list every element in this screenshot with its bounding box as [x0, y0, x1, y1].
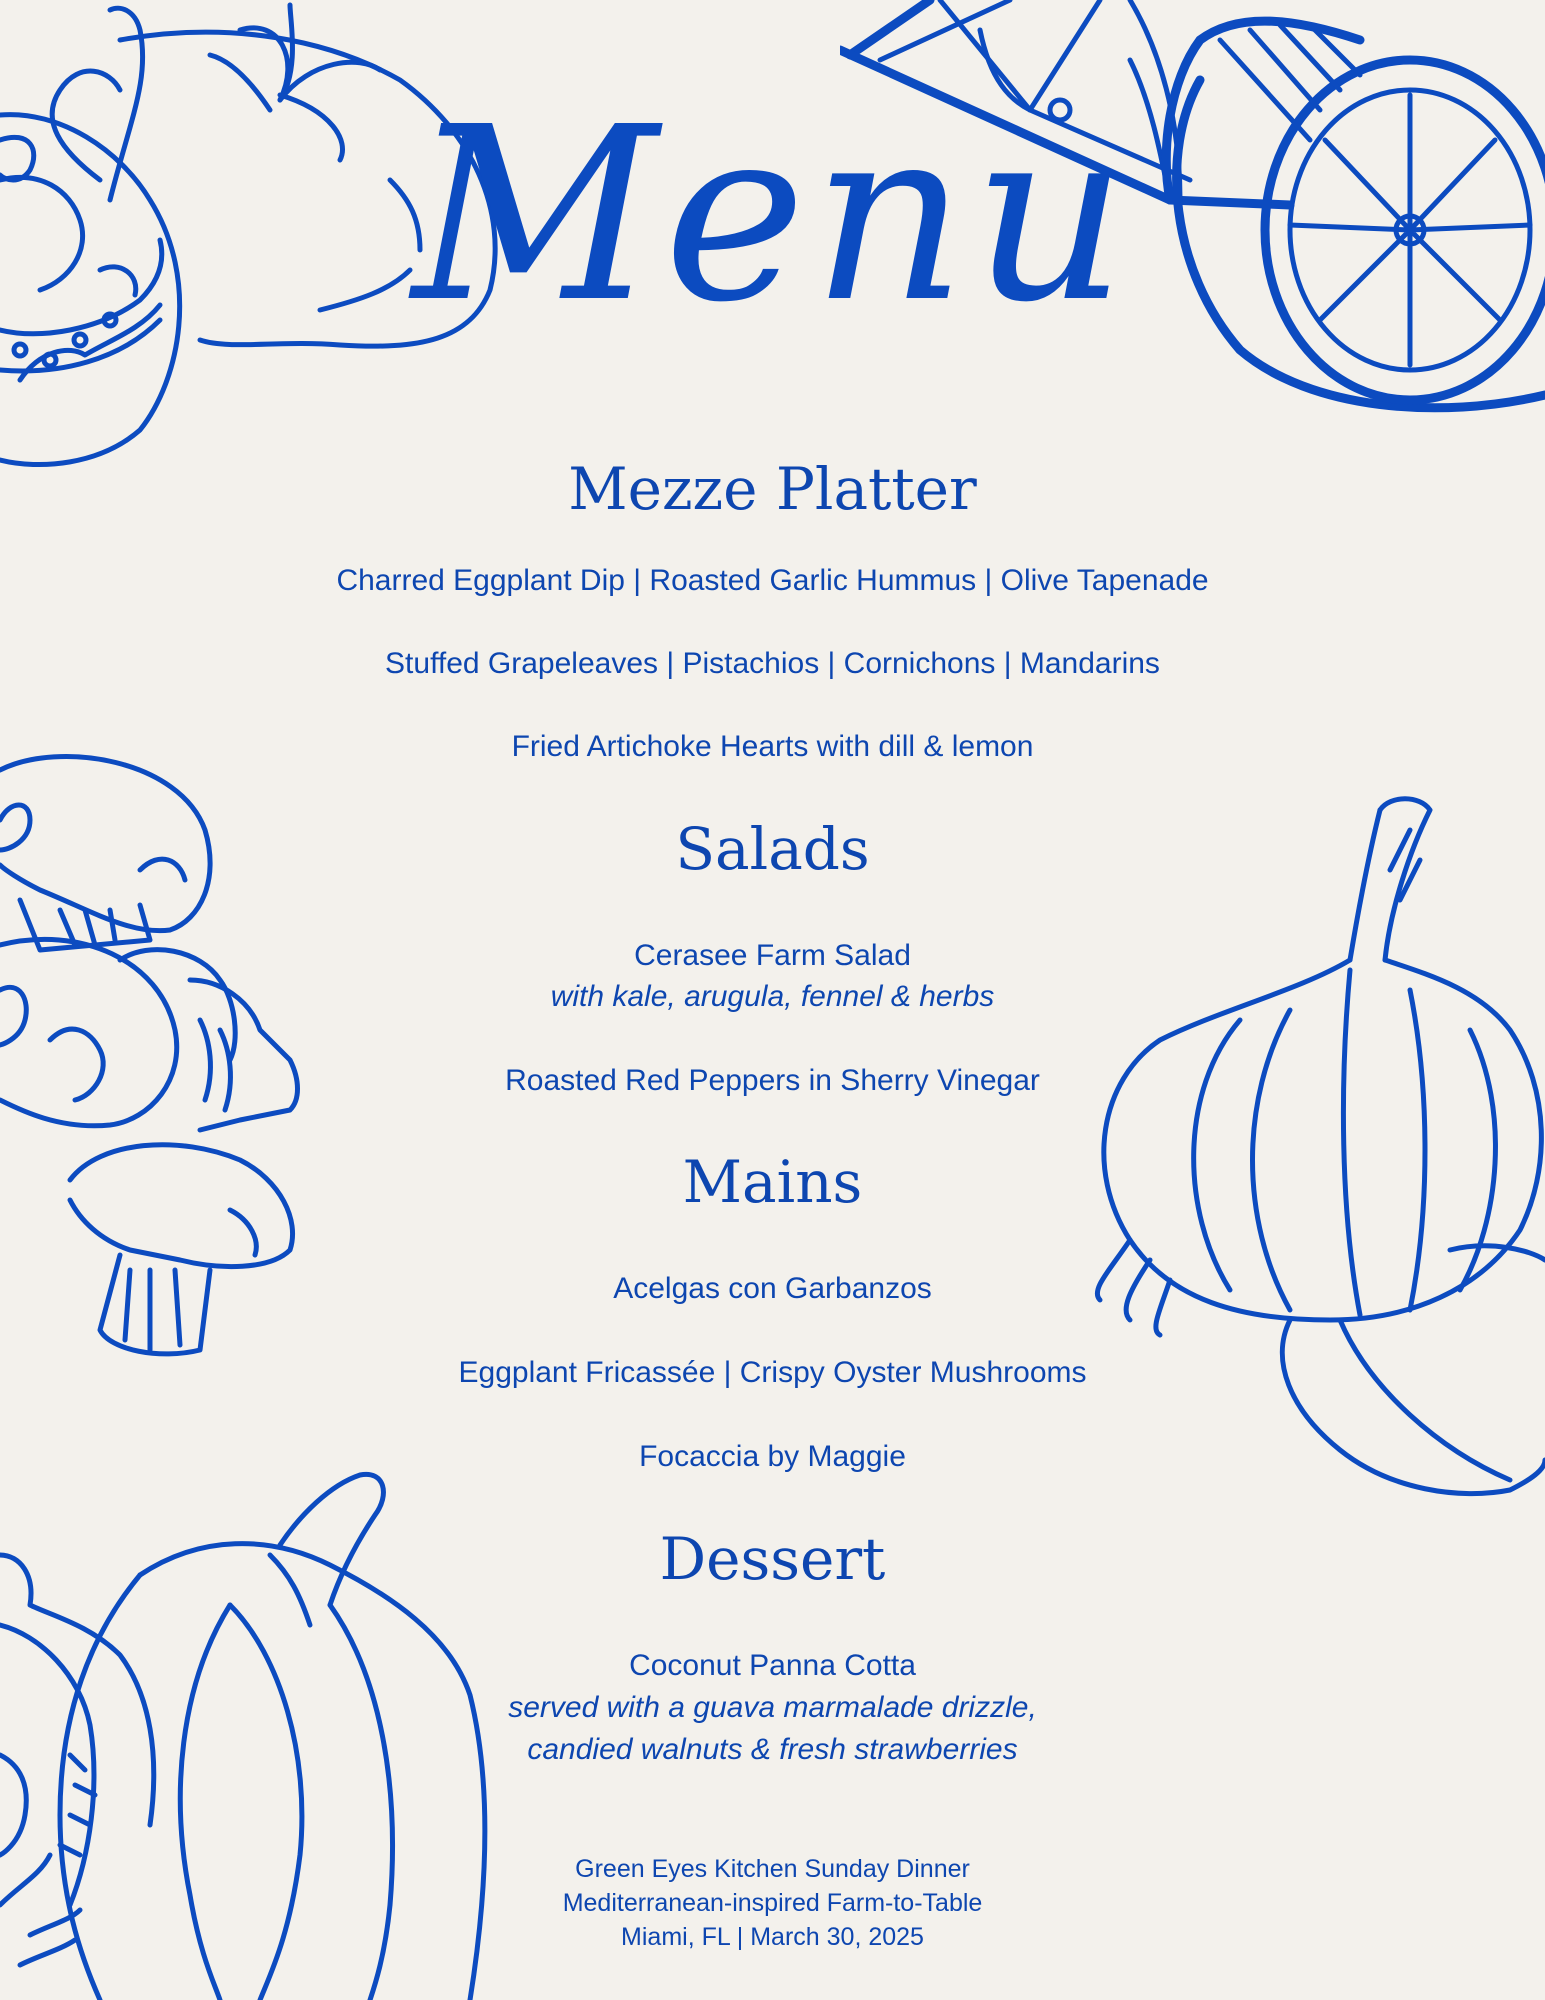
menu-item: Charred Eggplant Dip | Roasted Garlic Hummus | Olive Tapenade	[336, 564, 1209, 597]
section-heading-dessert: Dessert	[659, 1525, 886, 1593]
footer-line: Mediterranean-inspired Farm-to-Table	[562, 1889, 983, 1917]
footer-line: Green Eyes Kitchen Sunday Dinner	[575, 1855, 970, 1883]
menu-item: Roasted Red Peppers in Sherry Vinegar	[505, 1064, 1040, 1097]
section-heading-salads: Salads	[675, 815, 870, 883]
menu-title: Menu	[412, 75, 1133, 355]
menu-item: Eggplant Fricassée | Crispy Oyster Mushrooms	[458, 1356, 1087, 1389]
menu-item: Focaccia by Maggie	[639, 1440, 906, 1473]
menu-item-note: candied walnuts & fresh strawberries	[527, 1733, 1018, 1766]
menu-item: Fried Artichoke Hearts with dill & lemon	[511, 730, 1034, 763]
menu-item-note: with kale, arugula, fennel & herbs	[550, 980, 995, 1013]
section-heading-mezze: Mezze Platter	[568, 455, 977, 523]
section-heading-mains: Mains	[682, 1148, 863, 1216]
menu-item: Cerasee Farm Salad	[634, 939, 911, 972]
menu-item: Coconut Panna Cotta	[629, 1649, 916, 1682]
menu-item-note: served with a guava marmalade drizzle,	[508, 1691, 1037, 1724]
footer-line: Miami, FL | March 30, 2025	[621, 1923, 924, 1951]
garlic-illustration	[1090, 790, 1545, 1510]
menu-item: Acelgas con Garbanzos	[613, 1272, 932, 1305]
menu-item: Stuffed Grapeleaves | Pistachios | Cornichons | Mandarins	[385, 647, 1160, 680]
